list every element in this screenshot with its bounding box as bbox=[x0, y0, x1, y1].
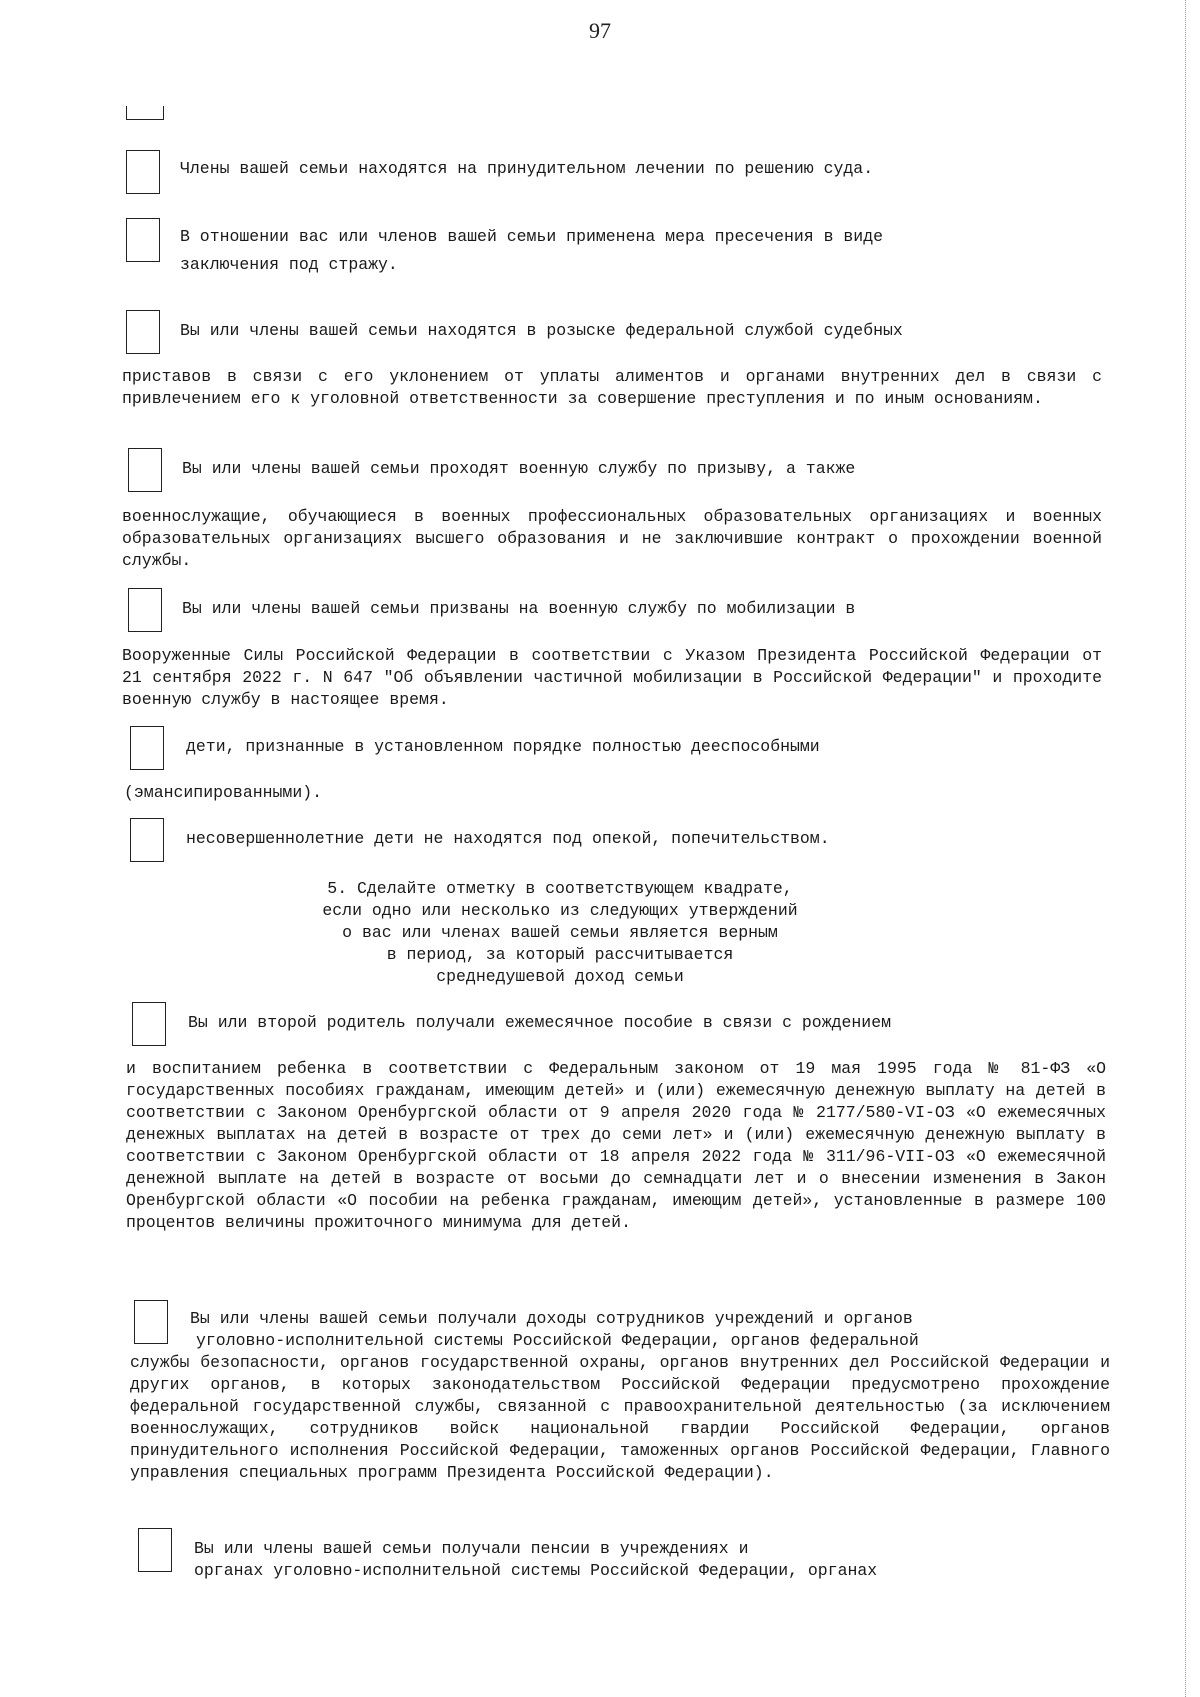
checkbox-emancipated-children[interactable] bbox=[130, 726, 164, 770]
item-text: В отношении вас или членов вашей семьи применена мера пресечения в виде bbox=[180, 227, 884, 246]
item-continuation: службы безопасности, органов государственной охраны, органов внутренних дел Российской Федерации и других органов, в которых законодательством Российской Федерации предусмотрено прохождение федеральной государственной службы, связанной с правоохранительной деятельностью (за исключением военнослужащих, сотрудников войск национальной гвардии Российской Федерации, органов принудительного исполнения Российской Федерации, таможенных органов Российской Федерации, Главного управления специальных программ Президента Российской Федерации). bbox=[130, 1353, 1110, 1482]
heading-line: о вас или членах вашей семьи является верным bbox=[342, 923, 778, 942]
checkbox-wanted[interactable] bbox=[126, 310, 160, 354]
item-text: Члены вашей семьи находятся на принудительном лечении по решению суда. bbox=[180, 159, 874, 178]
item-text: несовершеннолетние дети не находятся под опекой, попечительством. bbox=[186, 829, 830, 848]
item-text: Вы или члены вашей семьи получали доходы сотрудников учреждений и органов bbox=[190, 1309, 913, 1328]
checkbox-mobilization[interactable] bbox=[128, 588, 162, 632]
item-continuation: и воспитанием ребенка в соответствии с Федеральным законом от 19 мая 1995 года № 81-ФЗ «О государственных пособиях гражданам, имеющим детей» и (или) ежемесячную денежную выплату на детей в соответствии с Законом Оренбургской области от 9 апреля 2020 года № 2177/580-VI-ОЗ «О ежемесячных денежных выплатах на детей в возрасте от трех до семи лет» и (или) ежемесячную денежную выплату в соответствии с Законом Оренбургской области от 18 апреля 2022 года № 311/96-VII-ОЗ «О ежемесячной денежной выплате на детей в возрасте от восьми до семнадцати лет и о внесении изменения в Закон Оренбургской области «О пособии на ребенка гражданам, имеющим детей», установленные в размере 100 процентов величины прожиточного минимума для детей. bbox=[126, 1059, 1106, 1232]
item-continuation: военнослужащие, обучающиеся в военных профессиональных образовательных организациях и военных образовательных организациях высшего образования и не заключившие контракт о прохождении военной службы. bbox=[122, 507, 1102, 570]
checkbox-military-conscription[interactable] bbox=[128, 448, 162, 492]
checkbox-law-enforcement-income[interactable] bbox=[134, 1300, 168, 1344]
item-continuation: (эмансипированными). bbox=[124, 783, 323, 802]
heading-line: в период, за который рассчитывается bbox=[386, 945, 734, 964]
item-continuation: заключения под стражу. bbox=[180, 255, 398, 274]
item-text: Вы или члены вашей семьи призваны на военную службу по мобилизации в bbox=[182, 599, 856, 618]
heading-line: 5. Сделайте отметку в соответствующем квадрате, bbox=[327, 879, 793, 898]
item-text: Вы или члены вашей семьи проходят военную службу по призыву, а также bbox=[182, 459, 856, 478]
checkbox-child-allowance[interactable] bbox=[132, 1002, 166, 1046]
section-5-heading bbox=[240, 878, 880, 988]
checkbox-court-treatment[interactable] bbox=[126, 150, 160, 194]
heading-line: если одно или несколько из следующих утверждений bbox=[322, 901, 798, 920]
item-continuation: Вооруженные Силы Российской Федерации в соответствии с Указом Президента Российской Федерации от 21 сентября 2022 г. N 647 "Об объявлении частичной мобилизации в Российской Федерации" и проходите военную службу в настоящее время. bbox=[122, 646, 1102, 709]
item-text-second: уголовно-исполнительной системы Российской Федерации, органов федеральной bbox=[196, 1331, 919, 1350]
scan-edge bbox=[1185, 0, 1186, 1697]
checkbox-penitentiary-pension[interactable] bbox=[138, 1528, 172, 1572]
checkbox-partial[interactable] bbox=[126, 106, 164, 120]
item-text: Вы или члены вашей семьи находятся в розыске федеральной службой судебных bbox=[180, 321, 903, 340]
item-text: дети, признанные в установленном порядке полностью дееспособными bbox=[186, 737, 820, 756]
checkbox-guardianship[interactable] bbox=[130, 818, 164, 862]
item-text-second: органах уголовно-исполнительной системы Российской Федерации, органах bbox=[194, 1561, 878, 1580]
heading-line: среднедушевой доход семьи bbox=[436, 967, 684, 986]
item-text: Вы или второй родитель получали ежемесячное пособие в связи с рождением bbox=[188, 1013, 892, 1032]
item-continuation: приставов в связи с его уклонением от уплаты алиментов и органами внутренних дел в связи с привлечением его к уголовной ответственности за совершение преступления и по иным основаниям. bbox=[122, 367, 1102, 408]
checkbox-custody[interactable] bbox=[126, 218, 160, 262]
item-text: Вы или члены вашей семьи получали пенсии в учреждениях и bbox=[194, 1539, 749, 1558]
page-number: 97 bbox=[589, 18, 611, 43]
